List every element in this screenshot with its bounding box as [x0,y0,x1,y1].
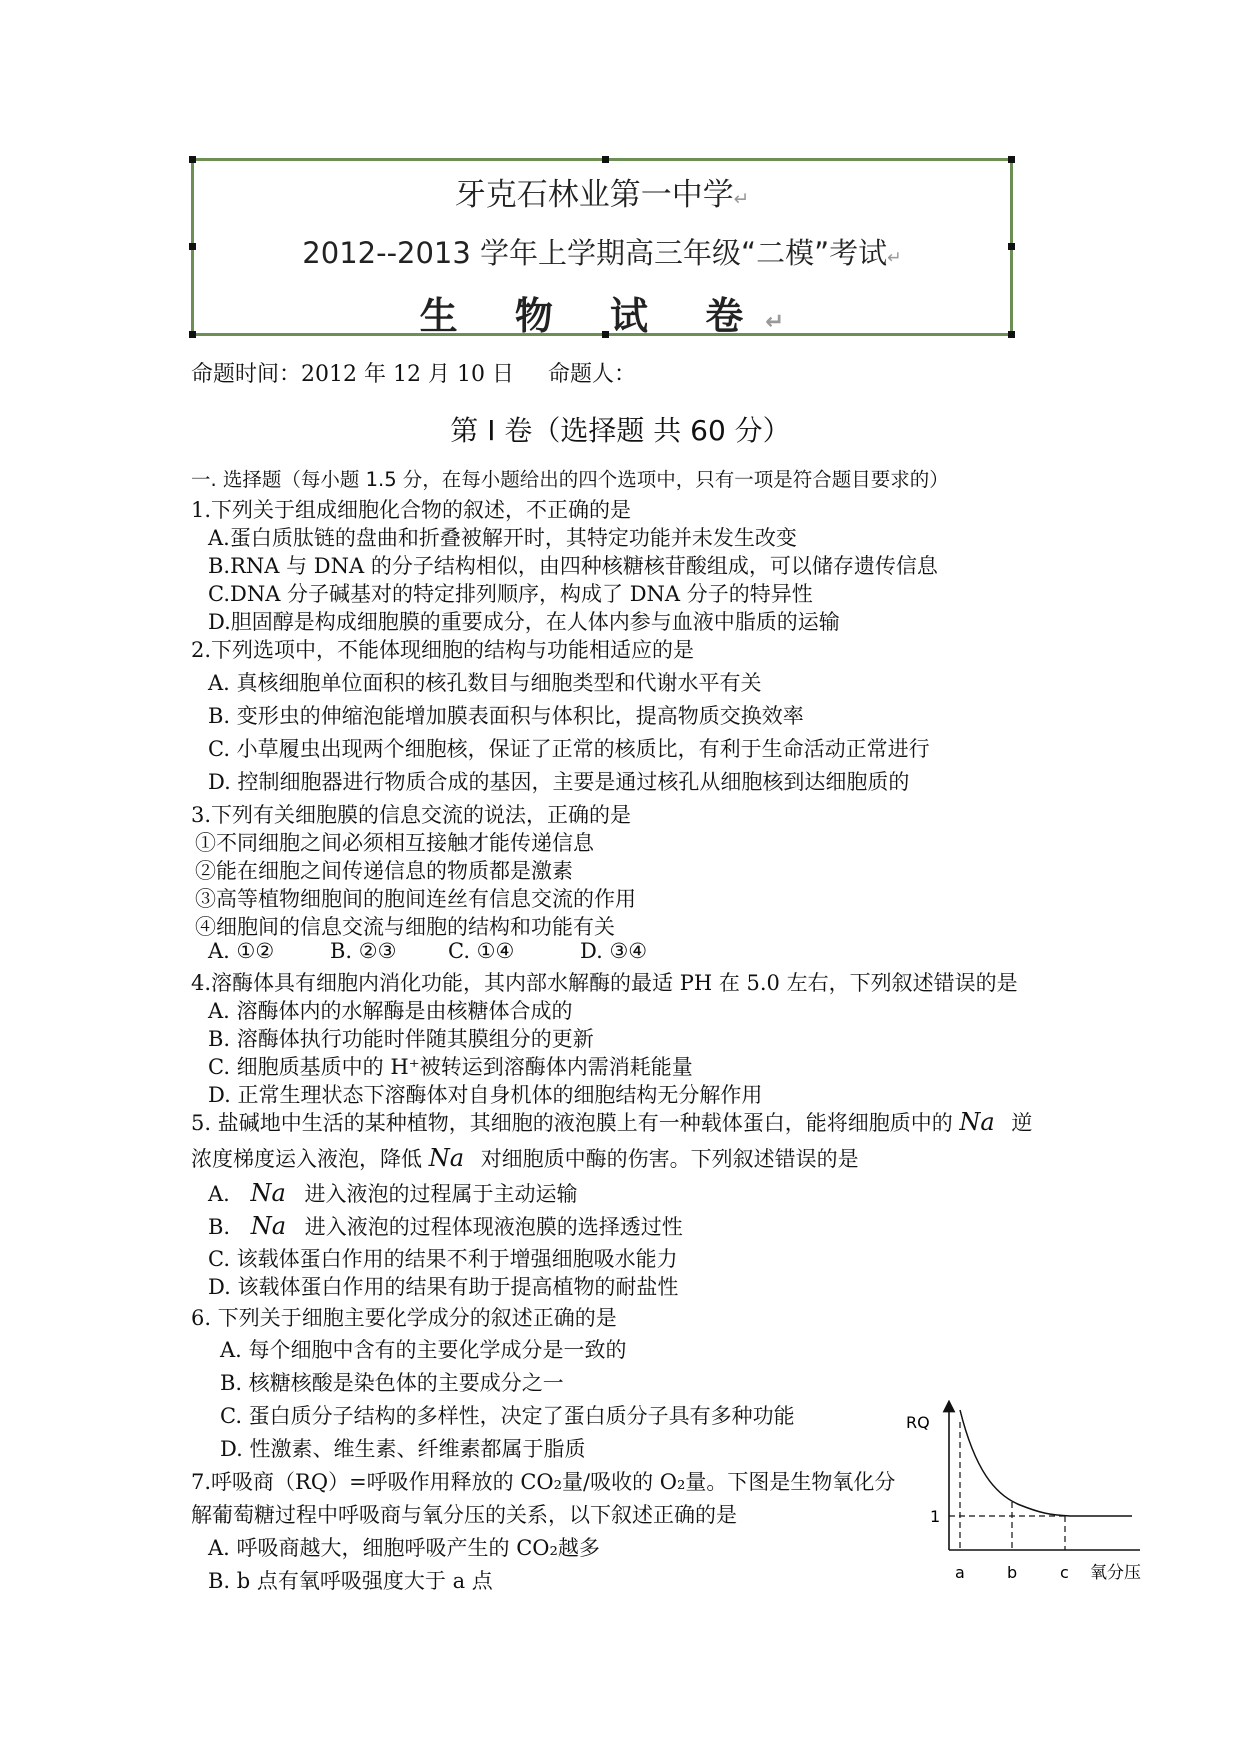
question-stem: 6. 下列关于细胞主要化学成分的叙述正确的是 [191,1306,617,1330]
answer-option: A. 溶酶体内的水解酶是由核糖体合成的 [208,999,573,1023]
answer-option: D. 正常生理状态下溶酶体对自身机体的细胞结构无分解作用 [208,1083,763,1107]
answer-option: A. 呼吸商越大，细胞呼吸产生的 CO₂越多 [208,1536,600,1560]
question-stem: 4.溶酶体具有细胞内消化功能，其内部水解酶的最适 PH 在 5.0 左右，下列叙述错误的是 [191,971,1018,995]
section-title: 第 I 卷（选择题 共 60 分） [450,414,791,447]
answer-option: B. 变形虫的伸缩泡能增加膜表面积与体积比，提高物质交换效率 [208,704,804,728]
answer-option: C. 该载体蛋白作用的结果不利于增强细胞吸水能力 [208,1247,678,1271]
answer-option: A. ①② [208,939,275,963]
resize-handle[interactable] [189,156,196,163]
question-stem: 7.呼吸商（RQ）=呼吸作用释放的 CO₂量/吸收的 O₂量。下图是生物氧化分 [191,1470,896,1494]
statement: ③高等植物细胞间的胞间连丝有信息交流的作用 [195,887,636,911]
school-name: 牙克石林业第一中学↵ [454,177,750,213]
section-instructions: 一. 选择题（每小题 1.5 分，在每小题给出的四个选项中，只有一项是符合题目要求的） [191,468,949,491]
answer-option: C. 蛋白质分子结构的多样性，决定了蛋白质分子具有多种功能 [220,1404,795,1428]
x-point-label: b [1007,1563,1018,1582]
exam-time: 命题时间：2012 年 12 月 10 日 [191,362,514,387]
resize-handle[interactable] [1008,156,1015,163]
answer-option: B. Na 进入液泡的过程体现液泡膜的选择透过性 [208,1212,683,1240]
rq-curve [960,1410,1132,1516]
y-axis-label: RQ [906,1413,930,1432]
answer-option: C. 细胞质基质中的 H⁺被转运到溶酶体内需消耗能量 [208,1055,693,1079]
answer-option: D. 控制细胞器进行物质合成的基因，主要是通过核孔从细胞核到达细胞质的 [208,770,910,794]
sodium-symbol: Na [959,1108,995,1136]
question-stem: 2.下列选项中，不能体现细胞的结构与功能相适应的是 [191,638,695,662]
exam-meta [191,357,636,388]
answer-option: A.蛋白质肽链的盘曲和折叠被解开时，其特定功能并未发生改变 [208,526,797,550]
subject-title: 生 物 试 卷↵ [419,294,785,338]
x-point-label: a [955,1563,965,1582]
answer-option: A. 真核细胞单位面积的核孔数目与细胞类型和代谢水平有关 [208,671,762,695]
answer-option: D. ③④ [580,939,648,963]
answer-option: A. 每个细胞中含有的主要化学成分是一致的 [220,1338,627,1362]
answer-option: C. ①④ [448,939,515,963]
resize-handle[interactable] [602,156,609,163]
question-stem: 1.下列关于组成细胞化合物的叙述，不正确的是 [191,498,632,522]
sodium-symbol: Na [250,1179,286,1207]
x-axis-label: 氧分压 [1090,1563,1141,1583]
question-stem: 5. 盐碱地中生活的某种植物，其细胞的液泡膜上有一种载体蛋白，能将细胞质中的 Na 逆 [191,1108,1033,1136]
statement: ④细胞间的信息交流与细胞的结构和功能有关 [195,915,615,939]
rq-oxygen-graph [900,1400,1160,1590]
answer-option: C. 小草履虫出现两个细胞核，保证了正常的核质比，有利于生命活动正常进行 [208,737,930,761]
question-stem: 3.下列有关细胞膜的信息交流的说法，正确的是 [191,803,632,827]
sodium-symbol: Na [428,1144,464,1172]
x-point-label: c [1060,1563,1069,1582]
answer-option: B. ②③ [330,939,397,963]
statement: ②能在细胞之间传递信息的物质都是激素 [195,859,573,883]
answer-option: B.RNA 与 DNA 的分子结构相似，由四种核糖核苷酸组成，可以储存遗传信息 [208,554,938,578]
answer-option: D. 该载体蛋白作用的结果有助于提高植物的耐盐性 [208,1275,679,1299]
exam-header-box [191,158,1013,336]
answer-option: B. b 点有氧呼吸强度大于 a 点 [208,1569,493,1593]
answer-option: B. 核糖核酸是染色体的主要成分之一 [220,1371,564,1395]
answer-option: D.胆固醇是构成细胞膜的重要成分，在人体内参与血液中脂质的运输 [208,610,840,634]
y-tick-label: 1 [930,1507,941,1526]
answer-option: B. 溶酶体执行功能时伴随其膜组分的更新 [208,1027,594,1051]
exam-title: 2012--2013 学年上学期高三年级“二模”考试↵ [302,236,902,270]
question-stem-continued: 解葡萄糖过程中呼吸商与氧分压的关系，以下叙述正确的是 [191,1503,737,1527]
exam-author: 命题人： [547,362,636,387]
answer-option: C.DNA 分子碱基对的特定排列顺序，构成了 DNA 分子的特异性 [208,582,813,606]
answer-option: D. 性激素、维生素、纤维素都属于脂质 [220,1437,586,1461]
statement: ①不同细胞之间必须相互接触才能传递信息 [195,831,594,855]
answer-option: A. Na 进入液泡的过程属于主动运输 [208,1179,578,1207]
sodium-symbol: Na [250,1212,287,1240]
question-stem-continued: 浓度梯度运入液泡，降低 Na 对细胞质中酶的伤害。下列叙述错误的是 [191,1144,859,1172]
